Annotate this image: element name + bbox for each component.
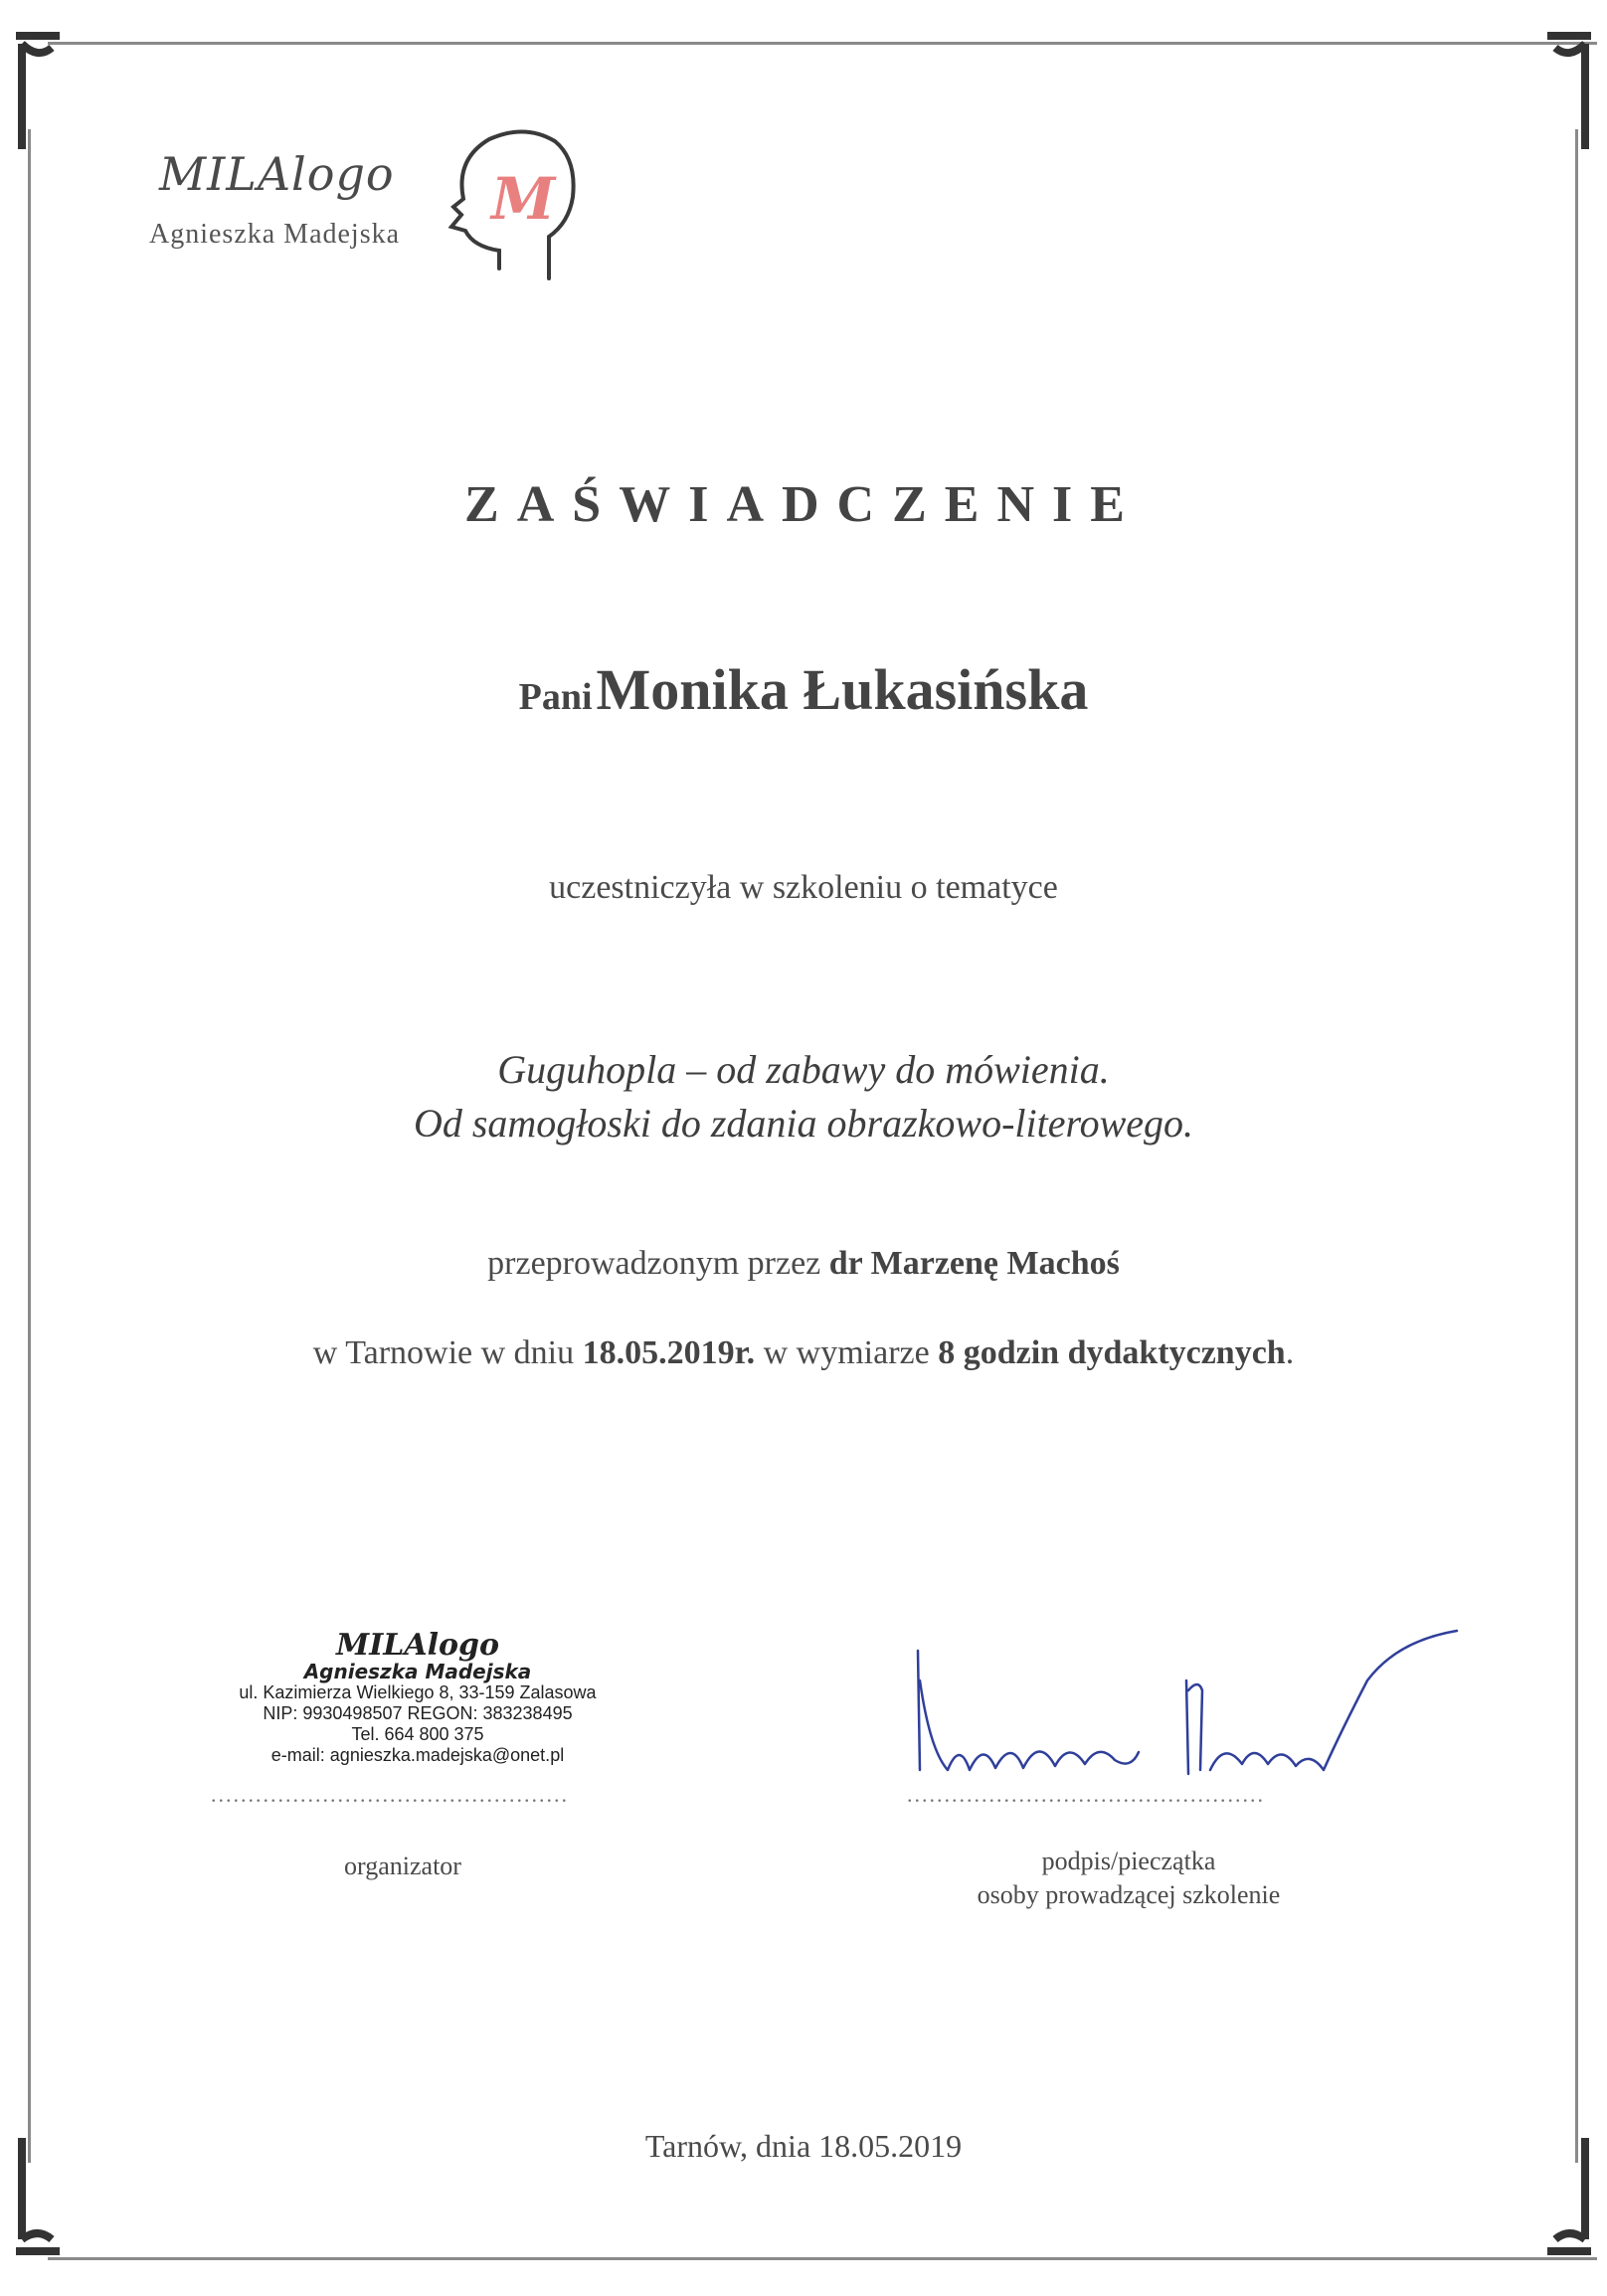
- organizer-label: organizator: [344, 1852, 461, 1880]
- trainer-label-line2: osoby prowadzącej szkolenie: [977, 1880, 1281, 1909]
- conducted-prefix: przeprowadzonym przez: [487, 1245, 821, 1282]
- training-hours: 8 godzin dydaktycznych: [938, 1334, 1286, 1371]
- corner-ornament-icon: [1539, 30, 1599, 159]
- frame-top-border: [48, 42, 1597, 45]
- stamp-address: ul. Kazimierza Wielkiego 8, 33-159 Zalasowa: [239, 1682, 597, 1702]
- training-date: 18.05.2019r.: [582, 1334, 756, 1371]
- organizer-signature-line: ................................................: [211, 1782, 569, 1807]
- scope-prefix: w wymiarze: [763, 1334, 930, 1371]
- organizer-stamp: [199, 1628, 636, 1766]
- logo-subtitle: Agnieszka Madejska: [149, 219, 401, 250]
- head-profile-icon: [438, 119, 587, 288]
- recipient-name: Monika Łukasińska: [596, 657, 1089, 722]
- participation-text: uczestniczyła w szkoleniu o tematyce: [549, 869, 1058, 906]
- end-dot: .: [1285, 1334, 1295, 1371]
- trainer-signature-line: ................................................: [907, 1782, 1265, 1807]
- trainer-label-line1: podpis/pieczątka: [1041, 1847, 1216, 1875]
- frame-bottom-border: [48, 2257, 1597, 2260]
- header-logo: [139, 119, 597, 288]
- stamp-ids: NIP: 9930498507 REGON: 383238495: [263, 1703, 573, 1723]
- conducted-by-line: [0, 1245, 1607, 1283]
- place-date-footer: Tarnów, dnia 18.05.2019: [644, 2128, 963, 2164]
- corner-ornament-icon: [8, 30, 68, 159]
- stamp-email: e-mail: agnieszka.madejska@onet.pl: [270, 1745, 565, 1765]
- date-scope-line: [0, 1334, 1607, 1372]
- stamp-logo: MILAlogo: [335, 1628, 499, 1663]
- trainer-label: [925, 1845, 1333, 1912]
- recipient-prefix: Pani: [518, 676, 593, 718]
- place-prefix: w Tarnowie w dniu: [312, 1334, 575, 1371]
- stamp-phone: Tel. 664 800 375: [351, 1724, 484, 1744]
- training-topic-line2: Od samogłoski do zdania obrazkowo-literowego.: [413, 1101, 1194, 1146]
- document-title: ZAŚWIADCZENIE: [464, 476, 1143, 533]
- stamp-name: Agnieszka Madejska: [303, 1660, 532, 1683]
- logo-mark: M: [491, 165, 556, 233]
- recipient: [0, 656, 1607, 723]
- trainer-name: dr Marzenę Machoś: [828, 1245, 1120, 1282]
- logo-name: MILAlogo: [159, 147, 395, 201]
- training-topic-line1: Guguhopla – od zabawy do mówienia.: [497, 1047, 1110, 1092]
